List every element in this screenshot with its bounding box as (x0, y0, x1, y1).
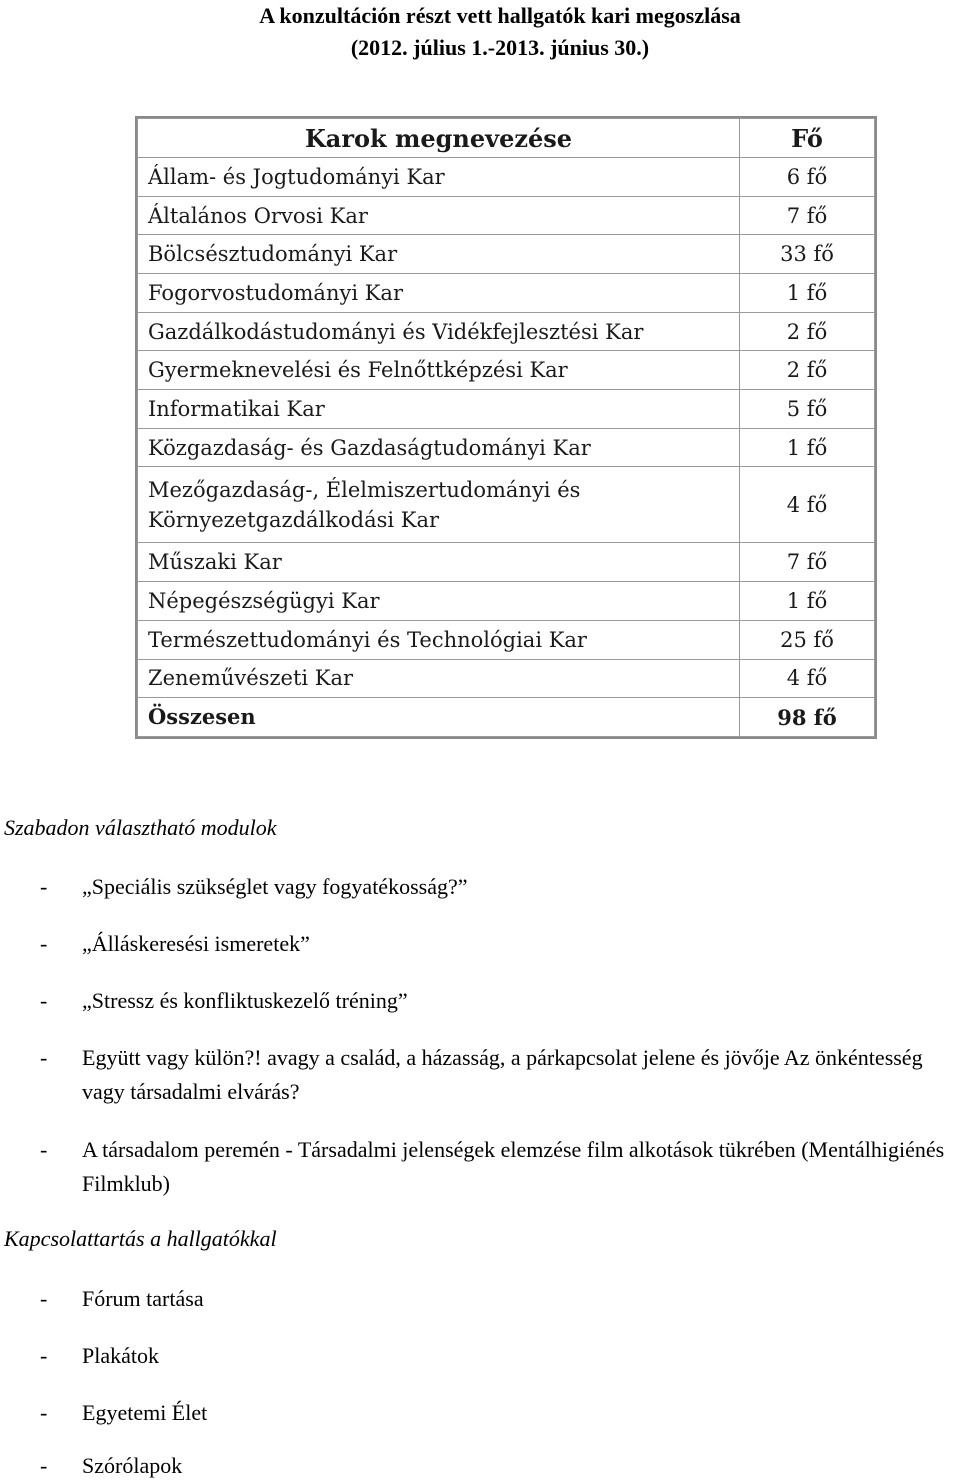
module-item-text: „Speciális szükséglet vagy fogyatékosság?” (82, 874, 468, 899)
faculty-count: 25 fő (740, 620, 875, 659)
list-dash: - (40, 1343, 48, 1368)
list-dash: - (40, 874, 48, 899)
module-item-text: „Álláskeresési ismeretek” (82, 931, 310, 956)
faculty-name: Zeneművészeti Kar (138, 659, 740, 698)
table-row (138, 543, 875, 582)
faculty-count: 2 fő (740, 312, 875, 351)
contact-item-text: Fórum tartása (82, 1286, 204, 1311)
faculty-name: Általános Orvosi Kar (138, 196, 740, 235)
faculty-name: Fogorvostudományi Kar (138, 274, 740, 313)
module-item (40, 1041, 960, 1109)
faculty-count: 5 fő (740, 390, 875, 429)
module-item-text: A társadalom peremén - Társadalmi jelenségek elemzése film alkotások tükrében (Mentálhigiénés Filmklub) (82, 1137, 945, 1196)
list-dash: - (40, 1137, 48, 1162)
table-row (138, 659, 875, 698)
faculty-name: Állam- és Jogtudományi Kar (138, 158, 740, 197)
table-row (138, 351, 875, 390)
table-row (138, 312, 875, 351)
faculty-count: 7 fő (740, 196, 875, 235)
faculty-count: 1 fő (740, 274, 875, 313)
faculty-name: Mezőgazdaság-, Élelmiszertudományi és Környezetgazdálkodási Kar (138, 467, 740, 543)
header-faculty-name: Karok megnevezése (138, 119, 740, 158)
table-header-row (138, 119, 875, 158)
list-dash: - (40, 1453, 48, 1478)
faculty-count: 4 fő (740, 467, 875, 543)
contact-item (40, 1449, 960, 1483)
module-item (40, 984, 960, 1018)
table-total-row (138, 698, 875, 737)
faculty-count: 1 fő (740, 428, 875, 467)
faculty-count: 4 fő (740, 659, 875, 698)
table-row (138, 158, 875, 197)
faculty-name: Természettudományi és Technológiai Kar (138, 620, 740, 659)
page-title-line-2: (2012. július 1.-2013. június 30.) (350, 35, 650, 60)
list-dash: - (40, 1286, 48, 1311)
faculty-count: 2 fő (740, 351, 875, 390)
faculty-name: Gyermeknevelési és Felnőttképzési Kar (138, 351, 740, 390)
faculty-count: 1 fő (740, 582, 875, 621)
faculty-name: Népegészségügyi Kar (138, 582, 740, 621)
table-row (138, 235, 875, 274)
table-row (138, 196, 875, 235)
faculty-name: Bölcsésztudományi Kar (138, 235, 740, 274)
page-title-line-1: A konzultáción részt vett hallgatók kari megoszlása (259, 3, 741, 28)
faculty-count: 6 fő (740, 158, 875, 197)
faculty-name: Gazdálkodástudományi és Vidékfejlesztési Kar (138, 312, 740, 351)
contact-item (40, 1339, 960, 1373)
total-count: 98 fő (740, 698, 875, 737)
table-row (138, 620, 875, 659)
table-row (138, 467, 875, 543)
table-row (138, 390, 875, 429)
faculty-name: Informatikai Kar (138, 390, 740, 429)
module-item (40, 927, 960, 961)
total-label: Összesen (138, 698, 740, 737)
module-item-text: Együtt vagy külön?! avagy a család, a házasság, a párkapcsolat jelene és jövője Az önkéntesség vagy társadalmi elvárás? (82, 1045, 923, 1104)
module-item (40, 1133, 960, 1201)
contact-item (40, 1282, 960, 1316)
table-row (138, 428, 875, 467)
contact-item-text: Egyetemi Élet (82, 1400, 208, 1425)
list-dash: - (40, 988, 48, 1013)
list-dash: - (40, 1045, 48, 1070)
faculty-count: 33 fő (740, 235, 875, 274)
header-count: Fő (740, 119, 875, 158)
module-item-text: „Stressz és konfliktuskezelő tréning” (82, 988, 408, 1013)
faculty-table (135, 116, 877, 739)
contact-item (40, 1396, 960, 1430)
list-dash: - (40, 931, 48, 956)
modules-heading: Szabadon választható modulok (4, 815, 277, 840)
table-row (138, 582, 875, 621)
faculty-name: Műszaki Kar (138, 543, 740, 582)
contact-item-text: Plakátok (82, 1343, 159, 1368)
table-row (138, 274, 875, 313)
faculty-name: Közgazdaság- és Gazdaságtudományi Kar (138, 428, 740, 467)
contact-heading: Kapcsolattartás a hallgatókkal (4, 1226, 277, 1251)
contact-item-text: Szórólapok (82, 1453, 183, 1478)
module-item (40, 870, 960, 904)
list-dash: - (40, 1400, 48, 1425)
faculty-count: 7 fő (740, 543, 875, 582)
